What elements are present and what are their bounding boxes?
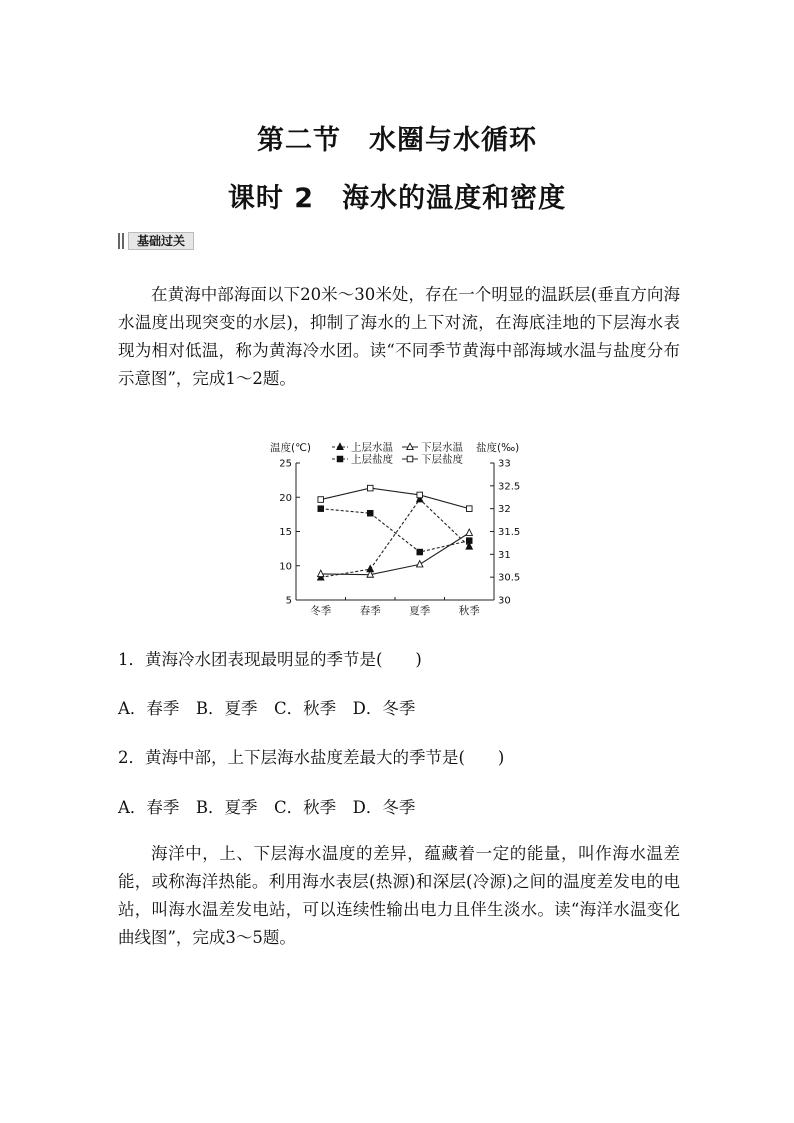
x-tick-label: 冬季 — [310, 605, 332, 617]
legend-marker-2 — [337, 456, 343, 462]
temperature-salinity-chart — [250, 437, 550, 627]
right-tick-label: 31.5 — [498, 527, 521, 538]
data-point-2-1 — [367, 510, 373, 516]
question-1: 1．黄海冷水团表现最明显的季节是( ) — [118, 650, 422, 669]
lesson-title: 课时 2 海水的温度和密度 — [227, 183, 567, 214]
badge-bars-icon — [118, 233, 124, 249]
section-badge — [118, 232, 194, 250]
question-1-options: A．春季 B．夏季 C．秋季 D．冬季 — [118, 699, 416, 718]
question-2-options: A．春季 B．夏季 C．秋季 D．冬季 — [118, 798, 416, 817]
x-tick-label: 秋季 — [458, 605, 480, 617]
data-point-2-0 — [318, 506, 324, 512]
data-point-3-0 — [318, 497, 324, 503]
data-point-1-3 — [466, 529, 472, 535]
right-tick-label: 30 — [498, 595, 511, 607]
right-axis-title: 盐度(‰) — [476, 442, 520, 454]
right-tick-label: 32.5 — [498, 481, 521, 493]
question-2: 2．黄海中部，上下层海水盐度差最大的季节是( ) — [118, 748, 505, 767]
right-tick-label: 31 — [498, 549, 511, 561]
legend-label-2: 上层盐度 — [351, 453, 393, 466]
left-tick-label: 20 — [279, 492, 292, 504]
x-tick-label: 春季 — [359, 605, 381, 617]
legend-marker-3 — [407, 456, 413, 462]
data-point-3-2 — [417, 492, 423, 498]
legend-marker-1 — [407, 443, 413, 449]
right-tick-label: 30.5 — [498, 572, 521, 584]
legend-label-0: 上层水温 — [351, 441, 393, 454]
legend-label-1: 下层水温 — [421, 441, 463, 454]
intro-paragraph-2: 海洋中，上、下层海水温度的差异，蕴藏着一定的能量，叫作海水温差能，或称海洋热能。利用海水表层(热源)和深层(冷源)之间的温度差发电的电站，叫海水温差发电站，可以连续性输出电力且伴生淡水。读“海洋水温变化曲线图”，完成3～5题。 — [118, 844, 680, 947]
legend-label-3: 下层盐度 — [421, 453, 463, 466]
data-point-2-2 — [417, 549, 423, 555]
right-tick-label: 32 — [498, 504, 511, 516]
data-point-1-2 — [417, 561, 423, 567]
left-tick-label: 10 — [279, 561, 292, 573]
data-point-2-3 — [466, 538, 472, 544]
left-tick-label: 5 — [285, 595, 292, 607]
series-line-1 — [321, 533, 470, 575]
badge-label: 基础过关 — [128, 232, 194, 250]
left-tick-label: 15 — [279, 527, 292, 538]
legend-marker-0 — [337, 443, 343, 449]
x-tick-label: 夏季 — [409, 605, 431, 617]
series-line-2 — [321, 509, 470, 552]
data-point-1-0 — [318, 570, 324, 576]
section-title: 第二节 水圈与水循环 — [257, 125, 537, 156]
data-point-3-3 — [466, 506, 472, 512]
intro-paragraph-1: 在黄海中部海面以下20米～30米处，存在一个明显的温跃层(垂直方向海水温度出现突变的水层)，抑制了海水的上下对流，在海底洼地的下层海水表现为相对低温，称为黄海冷水团。读“不同季节黄海中部海域水温与盐度分布示意图”，完成1～2题。 — [118, 285, 680, 388]
right-tick-label: 33 — [498, 458, 511, 470]
left-axis-title: 温度(℃) — [270, 442, 311, 454]
series-line-3 — [321, 488, 470, 509]
data-point-3-1 — [367, 485, 373, 491]
left-tick-label: 25 — [279, 458, 292, 470]
